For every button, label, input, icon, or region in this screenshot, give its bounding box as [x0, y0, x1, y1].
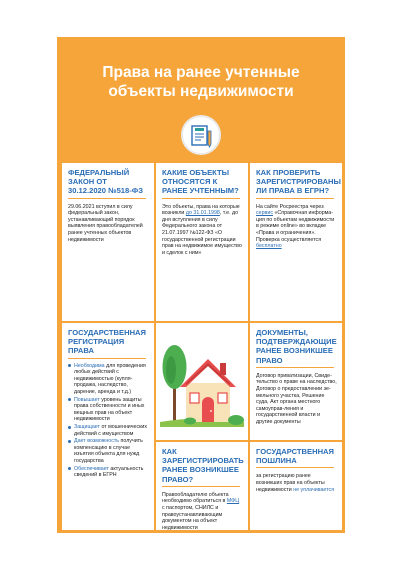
free-highlight: бесплатно	[256, 243, 282, 250]
bullet-item: Обеспечивает актуальность сведений в ЕГРН	[68, 466, 150, 479]
card-check-rights	[250, 163, 342, 321]
title-line-2: объекты недвижимости	[108, 83, 294, 100]
card-how-register-body: Правообладателю объекта необходимо обратиться в МФЦ с паспортом, СНИЛС и правоустанавливающим документом на объект недвижимости	[162, 491, 240, 530]
bullet-item: Необходима для проведения любых действий с недвижимостью (купля-продажа, наследство, дарение, аренда и т.д.)	[68, 363, 150, 396]
not-paid-highlight: не уплачивается	[293, 486, 335, 493]
card-how-register	[156, 442, 248, 530]
house-with-tree-icon	[156, 323, 248, 440]
card-which-body: Это объекты, права на которые возникли до 31.01.1998, т.е. до дня вступления в силу Федерального закона от 21.07.1997 №122-ФЗ «О государственной регистрации прав на недвижимое имущество и сделок с ним»	[162, 203, 242, 256]
card-law-title: ФЕДЕРАЛЬНЫЙ ЗАКОН ОТ 30.12.2020 №518-ФЗ	[62, 163, 154, 199]
card-law-body: 29.06.2021 вступил в силу федеральный закон, устанавливающий порядок выявления правообладателей ранее учтенных объектов недвижимости	[68, 203, 143, 243]
card-law	[62, 163, 154, 321]
title-line-1: Права на ранее учтенные	[102, 64, 300, 81]
service-link[interactable]: сервис	[256, 210, 273, 217]
page-title	[57, 63, 345, 101]
card-check-body: На сайте Росреестра через сервис «Справочная информа-ция по объектам недвижимости в режиме online» во вкладке «Права и ограничения». Проверка осуществляется бесплатно	[256, 203, 335, 250]
card-which-title: КАКИЕ ОБЪЕКТЫ ОТНОСЯТСЯ К РАНЕЕ УЧТЕННЫМ?	[156, 163, 248, 199]
date-highlight: до 31.01.1998	[185, 210, 220, 217]
card-registration-title: ГОСУДАРСТВЕННАЯ РЕГИСТРАЦИЯ ПРАВА	[62, 323, 154, 359]
header	[57, 37, 345, 159]
card-illustration	[156, 323, 248, 440]
mfc-highlight: МФЦ	[226, 498, 240, 505]
card-registration	[62, 323, 154, 530]
poster	[57, 37, 345, 533]
registration-bullets	[62, 359, 154, 479]
card-how-register-title: КАК ЗАРЕГИСТРИРОВАТЬ РАНЕЕ ВОЗНИКШЕЕ ПРАВО?	[156, 442, 248, 487]
bullet-item: Защищает от мошеннических действий с имуществом	[68, 424, 150, 437]
document-pen-icon	[181, 115, 221, 155]
bullet-item: Дает возможность получить компенсацию в случае изъятия объекта для нужд государства	[68, 438, 150, 464]
card-duty-title: ГОСУДАРСТВЕННАЯ ПОШЛИНА	[250, 442, 342, 468]
card-check-title: КАК ПРОВЕРИТЬ ЗАРЕГИСТРИРОВАНЫ ЛИ ПРАВА В ЕГРН?	[250, 163, 342, 199]
card-documents	[250, 323, 342, 440]
card-documents-title: ДОКУМЕНТЫ, ПОДТВЕРЖДАЮЩИЕ РАНЕЕ ВОЗНИКШЕЕ ПРАВО	[250, 323, 342, 368]
bullet-item: Повышает уровень защиты права собственности и иных вещных прав на объект недвижимости	[68, 397, 150, 423]
card-documents-body: Договор приватизации, Свиде-тельство о праве на наследство, Договор о предоставлении зе-мельного участка, Решение суда, Акт органа местного самоуправ-ления и государственной власти и другие документы	[256, 372, 337, 425]
card-state-duty	[250, 442, 342, 530]
card-which-objects	[156, 163, 248, 321]
card-duty-body: за регистрацию ранее возникших прав на объекты недвижимости не уплачивается	[256, 473, 335, 493]
